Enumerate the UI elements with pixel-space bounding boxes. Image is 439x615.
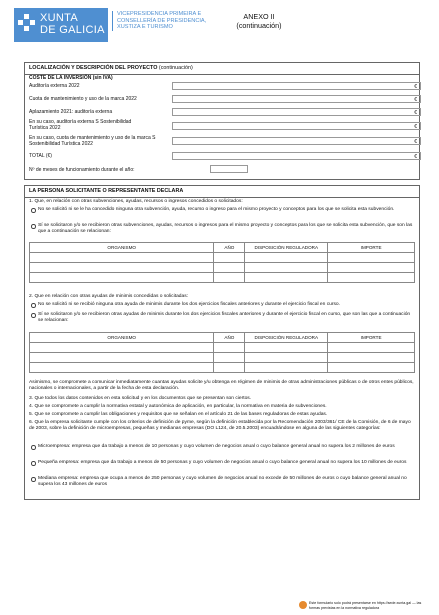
- cost-input-total[interactable]: [172, 152, 421, 160]
- declaration-3: 3. Que todos los datos contenidos en esta solicitud y en los documentos que se presentan son ciertos.: [29, 396, 252, 401]
- declaration-section: [24, 185, 420, 500]
- cost-label: Cuota de mantenimiento y uso de la marca 2022: [29, 96, 137, 102]
- minimis-table: [29, 332, 415, 373]
- option-label: Sí se solicitaron y/o se recibieron otras ayudas de minimis durante los dos ejercicios fiscales anteriores y durante el ejercicio fiscal en curso, que son las que a continuación se relacionan:: [38, 312, 411, 324]
- crest-icon: [18, 14, 36, 36]
- months-label: Nº de meses de funcionamiento durante el año:: [29, 167, 135, 173]
- column-header: DISPOSICIÓN REGULADORA: [245, 333, 328, 343]
- declaration-6: 6. Que la empresa solicitante cumple con los criterios de definición de pyme, según la definición establecida por la Recomendación 2003/361/ CE de la Comisión, de 6 de mayo de 2003, sobre la definición de microempresas, pequeñas y medianas empresas (DO L124, de 20.5.2003) encuadrándose en alguna de las siguientes categorías:: [29, 420, 411, 432]
- radio-button[interactable]: [31, 461, 36, 466]
- declaration-5: 5. Que se compromete a cumplir las obligaciones y requisitos que se señalan en el artículo 21 de las bases reguladoras de estas ayudas.: [29, 412, 328, 417]
- cost-input-audit[interactable]: [172, 82, 421, 90]
- minimis-commitment: Asimismo, se compromete a comunicar inmediatamente cuantas ayudas solicite y/u obtenga en régimen de minimis de otras administraciones públicas o de otros entes públicos, nacionales o internacionales, a partir de la fecha de esta declaración.: [29, 380, 414, 392]
- column-header: DISPOSICIÓN REGULADORA: [245, 243, 328, 253]
- column-header: AÑO: [214, 243, 245, 253]
- section-title: LA PERSONA SOLICITANTE O REPRESENTANTE DECLARA: [25, 186, 419, 198]
- table-row[interactable]: [30, 273, 415, 283]
- column-header: ORGANISMO: [30, 243, 214, 253]
- question-2: 2. Que en relación con otras ayudas de minimis concedidas o solicitadas:: [29, 294, 189, 299]
- table-row[interactable]: [30, 253, 415, 263]
- cost-label: Auditoría externa 2022: [29, 83, 80, 89]
- radio-button[interactable]: [31, 303, 36, 308]
- table-row[interactable]: [30, 343, 415, 353]
- option-label: No se solicitó ni se recibió ninguna otra ayuda de minimis durante los dos ejercicios fiscales anteriores y durante el ejercicio fiscal en curso.: [38, 302, 341, 307]
- table-row[interactable]: [30, 363, 415, 373]
- column-header: ORGANISMO: [30, 333, 214, 343]
- project-section: [24, 62, 420, 180]
- currency-label: €: [414, 154, 417, 160]
- cost-input-s-audit[interactable]: [172, 122, 421, 130]
- cost-row: [29, 135, 159, 148]
- option-label: Mediana empresa: empresa que ocupa a menos de 250 personas y cuyo volumen de negocios anual no excede de 50 millones de euros o cuyo balance general anual no supera los 43 millones de euros: [38, 476, 407, 488]
- question-1: 1. Que, en relación con otras subvenciones, ayudas, recursos o ingresos concedidos o solicitados:: [29, 199, 243, 204]
- option-label: Microempresa: empresa que da trabajo a menos de 10 personas y cuyo volumen de negocios anual o cuyo balance general anual no supera los 2 millones de euros: [38, 444, 395, 449]
- logo-text: XUNTA DE GALICIA: [40, 12, 105, 36]
- radio-button[interactable]: [31, 313, 36, 318]
- q1-option-no[interactable]: [31, 207, 415, 213]
- currency-label: €: [414, 84, 417, 90]
- cost-label: Aplazamiento 2021: auditoría externa: [29, 109, 113, 115]
- radio-button[interactable]: [31, 445, 36, 450]
- q2-option-no[interactable]: [31, 302, 415, 308]
- cost-input-fee[interactable]: [172, 95, 421, 103]
- sme-option-medium[interactable]: [31, 476, 415, 488]
- page-header: [14, 6, 434, 44]
- cost-input-s-fee[interactable]: [172, 137, 421, 145]
- radio-button[interactable]: [31, 208, 36, 213]
- table-row[interactable]: [30, 353, 415, 363]
- declaration-4: 4. Que se compromete a cumplir la normativa estatal y autonómica de aplicación, en particular, la normativa en materia de subvenciones.: [29, 404, 327, 409]
- option-label: Sí se solicitaron y/o se recibieron otras subvenciones, ayudas, recursos o ingresos para el mismo proyecto y conceptos para los que se solicita esta subvención, que son las que a continuación se relacionan:: [38, 223, 413, 235]
- months-input[interactable]: [210, 165, 248, 173]
- column-header: AÑO: [214, 333, 245, 343]
- cost-label: En su caso, cuota de mantenimiento y uso de la marca S Sostenibilidad Turística 2022: [29, 135, 156, 148]
- cost-label: En su caso, auditoría externa S Sostenibilidad Turística 2022: [29, 119, 132, 132]
- section-title: LOCALIZACIÓN Y DESCRIPCIÓN DEL PROYECTO (continuación): [25, 63, 419, 75]
- table-row[interactable]: [30, 263, 415, 273]
- option-label: No se solicitó ni se le ha concedido ninguna otra subvención, ayuda, recurso o ingreso para el mismo proyecto y conceptos para los que se solicita esta subvención.: [38, 207, 395, 212]
- radio-button[interactable]: [31, 224, 36, 229]
- column-header: IMPORTE: [328, 243, 415, 253]
- sme-option-small[interactable]: [31, 460, 415, 466]
- q2-option-yes[interactable]: [31, 312, 415, 324]
- option-label: Pequeña empresa: empresa que da trabajo a menos de 50 personas y cuyo volumen de negocios anual o cuyo balance general anual no supera los 10 millones de euros: [38, 460, 407, 465]
- cost-input-deferral[interactable]: [172, 108, 421, 116]
- column-header: IMPORTE: [328, 333, 415, 343]
- radio-button[interactable]: [31, 477, 36, 482]
- cost-row: [29, 119, 149, 132]
- total-label: TOTAL (€): [29, 153, 52, 159]
- cost-header: COSTE DE LA INVERSIÓN (sin IVA): [29, 75, 113, 81]
- currency-label: €: [414, 97, 417, 103]
- footer-text: Este formulario solo podrá presentarse en https://sede.xunta.gal — las formas previstas en la normativa reguladora: [309, 601, 422, 610]
- currency-label: €: [414, 124, 417, 130]
- currency-label: €: [414, 110, 417, 116]
- electronic-seal-icon: [299, 601, 307, 609]
- annex-title: ANEXO II (continuación): [236, 12, 282, 30]
- department-name: VICEPRESIDENCIA PRIMEIRA E CONSELLERÍA DE PRESIDENCIA, XUSTIZA E TURISMO: [112, 11, 227, 31]
- page-footer: [299, 601, 433, 610]
- subsidies-table: [29, 242, 415, 283]
- currency-label: €: [414, 139, 417, 145]
- q1-option-yes[interactable]: [31, 223, 415, 235]
- xunta-logo: [14, 8, 108, 42]
- sme-option-micro[interactable]: [31, 444, 415, 450]
